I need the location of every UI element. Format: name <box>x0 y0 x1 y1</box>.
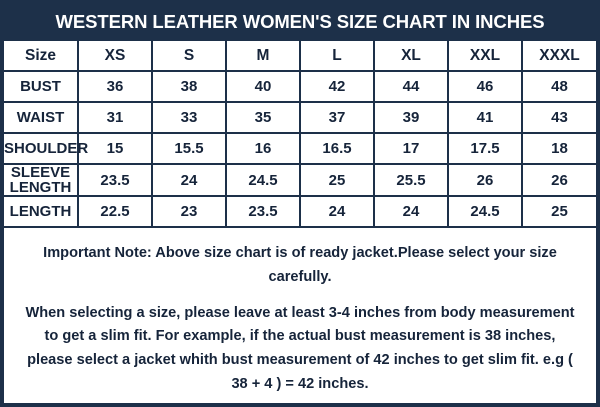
cell-sleeve-xxxl: 26 <box>522 164 596 196</box>
cell-length-xl: 24 <box>374 196 448 227</box>
cell-shoulder-xl: 17 <box>374 133 448 164</box>
cell-sleeve-m: 24.5 <box>226 164 300 196</box>
cell-bust-l: 42 <box>300 71 374 102</box>
cell-shoulder-l: 16.5 <box>300 133 374 164</box>
column-header-xxxl: XXXL <box>522 41 596 71</box>
cell-sleeve-xxl: 26 <box>448 164 522 196</box>
size-chart-table <box>4 41 596 228</box>
row-label-length: LENGTH <box>4 196 78 227</box>
row-label-bust: BUST <box>4 71 78 102</box>
cell-sleeve-xl: 25.5 <box>374 164 448 196</box>
cell-waist-xs: 31 <box>78 102 152 133</box>
cell-shoulder-m: 16 <box>226 133 300 164</box>
column-header-s: S <box>152 41 226 71</box>
column-header-xs: XS <box>78 41 152 71</box>
cell-waist-m: 35 <box>226 102 300 133</box>
row-label-waist: WAIST <box>4 102 78 133</box>
cell-length-s: 23 <box>152 196 226 227</box>
cell-length-xs: 22.5 <box>78 196 152 227</box>
cell-waist-s: 33 <box>152 102 226 133</box>
cell-bust-s: 38 <box>152 71 226 102</box>
cell-length-xxxl: 25 <box>522 196 596 227</box>
table-row <box>4 102 596 133</box>
cell-shoulder-s: 15.5 <box>152 133 226 164</box>
cell-length-xxl: 24.5 <box>448 196 522 227</box>
table-row <box>4 71 596 102</box>
cell-shoulder-xxl: 17.5 <box>448 133 522 164</box>
cell-bust-m: 40 <box>226 71 300 102</box>
cell-waist-l: 37 <box>300 102 374 133</box>
cell-waist-xl: 39 <box>374 102 448 133</box>
cell-sleeve-l: 25 <box>300 164 374 196</box>
cell-length-l: 24 <box>300 196 374 227</box>
note-sizing-advice: When selecting a size, please leave at least 3-4 inches from body measurement to get a slim fit. For example, if the actual bust measurement is 38 inches, please select a jacket whith bust measurement of 42 inches to get slim fit. e.g ( 38 + 4 ) = 42 inches. <box>25 304 575 392</box>
cell-bust-xl: 44 <box>374 71 448 102</box>
notes-section <box>4 228 596 402</box>
table-row <box>4 164 596 196</box>
cell-bust-xs: 36 <box>78 71 152 102</box>
column-header-l: L <box>300 41 374 71</box>
cell-sleeve-xs: 23.5 <box>78 164 152 196</box>
page-title: WESTERN LEATHER WOMEN'S SIZE CHART IN INCHES <box>4 4 596 41</box>
row-label-sleeve-length: SLEEVE LENGTH <box>4 164 78 196</box>
table-row <box>4 196 596 227</box>
column-header-m: M <box>226 41 300 71</box>
table-row <box>4 133 596 164</box>
cell-waist-xxxl: 43 <box>522 102 596 133</box>
column-header-xxl: XXL <box>448 41 522 71</box>
cell-sleeve-s: 24 <box>152 164 226 196</box>
note-important: Important Note: Above size chart is of ready jacket.Please select your size carefully. <box>43 245 557 285</box>
row-label-shoulder: SHOULDER <box>4 133 78 164</box>
cell-bust-xxxl: 48 <box>522 71 596 102</box>
cell-shoulder-xxxl: 18 <box>522 133 596 164</box>
table-header-row <box>4 41 596 71</box>
cell-waist-xxl: 41 <box>448 102 522 133</box>
cell-shoulder-xs: 15 <box>78 133 152 164</box>
cell-length-m: 23.5 <box>226 196 300 227</box>
column-header-xl: XL <box>374 41 448 71</box>
cell-bust-xxl: 46 <box>448 71 522 102</box>
column-header-size: Size <box>4 41 78 71</box>
